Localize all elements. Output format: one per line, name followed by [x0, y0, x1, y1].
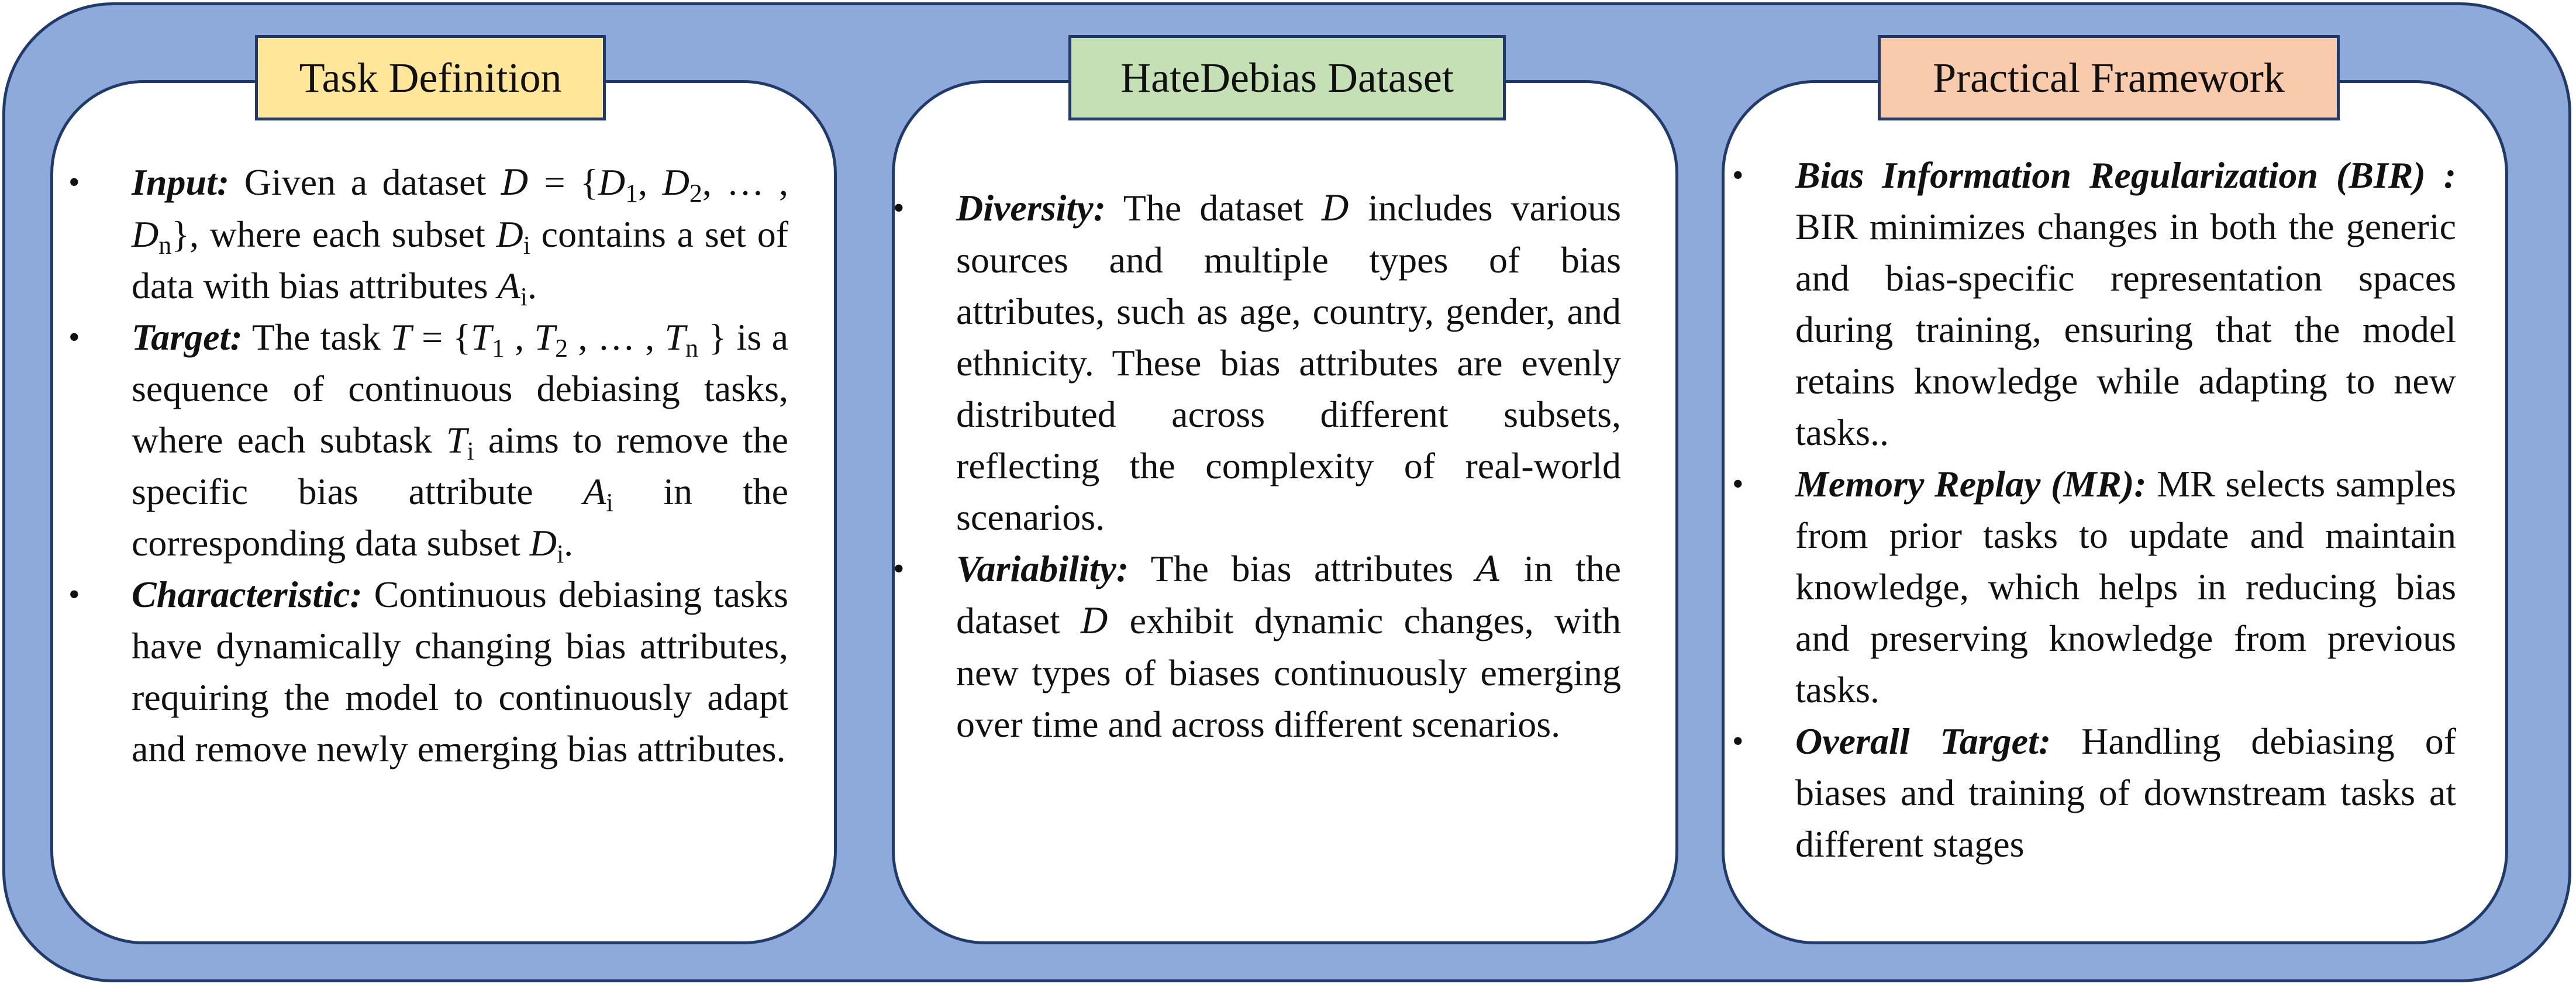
target-text-d: in the corresponding data subset	[132, 471, 788, 564]
target-text-a: The task	[242, 316, 391, 358]
task-t: T	[391, 316, 412, 358]
characteristic-text: Continuous debiasing tasks have dynamically changing bias attributes, requiring the model to continuously adapt and remove newly emerging bias attributes.	[132, 574, 788, 769]
mr-text: MR selects samples from prior tasks to update and maintain knowledge, which helps in reducing bias and preserving knowledge from previous tasks.	[1795, 463, 2457, 710]
attribute-ai: A	[497, 265, 520, 306]
subset-di: D	[496, 213, 523, 255]
overall-target-term: Overall Target:	[1795, 720, 2051, 762]
task-t2-sub: 2	[555, 334, 568, 363]
subset-di: D	[529, 522, 557, 564]
attribute-ai-sub: i	[606, 488, 613, 517]
target-text-c: aims to remove the specific bias attribute	[132, 419, 789, 512]
input-text-c: contains a set of data with bias attributes	[132, 213, 789, 306]
set-element-n-sub: n	[158, 231, 172, 260]
set-element-1: D	[598, 161, 626, 203]
subtask-ti-sub: i	[467, 437, 474, 465]
hatedebias-dataset-title: HateDebias Dataset	[1068, 35, 1506, 120]
practical-framework-content	[1725, 150, 2456, 870]
diversity-text-a: The dataset	[1105, 187, 1322, 229]
diversity-text-b: includes various sources and multiple types of bias attributes, such as age, country, gender, and ethnicity. These bias attributes are evenly distributed across different subsets, reflecting the complexity of real-world scenarios.	[956, 187, 1622, 538]
target-bullet: • Target: The task $T = \{T_1$ , $T_2$ , … , $T_n$ } is a sequence of continuous debiasing tasks, where each subtask $T_i$ aims to remove the specific bias attribute $A_i$ in the corresponding data subset $D_i$.	[61, 312, 788, 569]
hatedebias-dataset-content	[886, 182, 1621, 750]
task-separator: , … ,	[568, 316, 665, 358]
subset-di-sub: i	[556, 540, 564, 568]
variability-term: Variability:	[956, 548, 1129, 589]
bullet-marker: •	[1732, 157, 1744, 194]
attribute-ai-sub: i	[520, 282, 527, 311]
overall-target-text: Handling debiasing of biases and training of downstream tasks at different stages	[1795, 720, 2457, 865]
practical-framework-title: Practical Framework	[1878, 35, 2340, 120]
bir-term: Bias Information Regularization (BIR) :	[1795, 154, 2456, 196]
attributes-symbol: A	[1475, 549, 1502, 590]
task-definition-content	[61, 157, 788, 775]
diversity-bullet	[886, 182, 1621, 543]
bullet-marker: •	[68, 319, 80, 356]
overall-target-bullet	[1725, 716, 2456, 870]
bir-bullet	[1725, 150, 2456, 458]
variability-text-a: The bias attributes	[1129, 548, 1476, 589]
task-t2: T	[534, 316, 556, 358]
variability-text-b: in the dataset	[956, 548, 1622, 641]
task-tn: T	[664, 316, 686, 358]
bullet-marker: •	[1732, 466, 1744, 502]
set-element-2: D	[662, 161, 689, 203]
mr-bullet	[1725, 458, 2456, 716]
bullet-marker: •	[893, 190, 905, 226]
task-definition-title: Task Definition	[255, 35, 606, 120]
characteristic-term: Characteristic:	[132, 574, 363, 615]
attribute-ai: A	[583, 471, 606, 512]
bullet-marker: •	[68, 577, 80, 613]
input-eq: = {	[529, 161, 598, 203]
target-term: Target:	[132, 316, 243, 358]
input-text-a: Given a dataset	[229, 161, 501, 203]
practical-framework-list	[1725, 150, 2456, 870]
input-term: Input:	[132, 161, 230, 203]
variability-text-c: exhibit dynamic changes, with new types of biases continuously emerging over time and across different scenarios.	[956, 600, 1622, 745]
set-element-2-sub: 2	[689, 179, 702, 208]
task-definition-list	[61, 157, 788, 775]
task-t1-sub: 1	[491, 334, 505, 363]
target-eq: = {	[411, 316, 471, 358]
variability-bullet	[886, 543, 1621, 750]
bir-text: BIR minimizes changes in both the generic and bias-specific representation spaces during training, ensuring that the model retains knowledge while adapting to new tasks..	[1795, 206, 2456, 453]
bullet-marker: •	[1732, 723, 1744, 760]
dataset-symbol: D	[1322, 188, 1350, 229]
task-tn-sub: n	[685, 334, 699, 363]
input-text-b: }, where each subset	[171, 213, 496, 255]
target-text-b: } is a sequence of continuous debiasing tasks, where each subtask	[132, 316, 789, 461]
dataset-symbol: D	[501, 163, 529, 203]
mr-term: Memory Replay (MR):	[1795, 463, 2147, 505]
hatedebias-dataset-list	[886, 182, 1621, 750]
input-bullet: • Input: Given a dataset $D = \{D_1$, $D_2$, … , $D_n$}, where each subset $D_i$ contains a set of data with bias attributes $A_i$.	[61, 157, 788, 312]
input-text-d: .	[527, 265, 537, 306]
task-t1: T	[471, 316, 492, 358]
set-separator: , … ,	[702, 161, 789, 203]
dataset-symbol: D	[1081, 601, 1109, 642]
subset-di-sub: i	[523, 231, 530, 260]
subtask-ti: T	[446, 419, 467, 461]
target-text-e: .	[564, 522, 574, 564]
set-element-1-sub: 1	[625, 179, 639, 208]
set-element-n: D	[132, 213, 159, 255]
bullet-marker: •	[68, 164, 80, 201]
diversity-term: Diversity:	[956, 187, 1106, 229]
characteristic-bullet	[61, 569, 788, 775]
bullet-marker: •	[893, 551, 905, 587]
